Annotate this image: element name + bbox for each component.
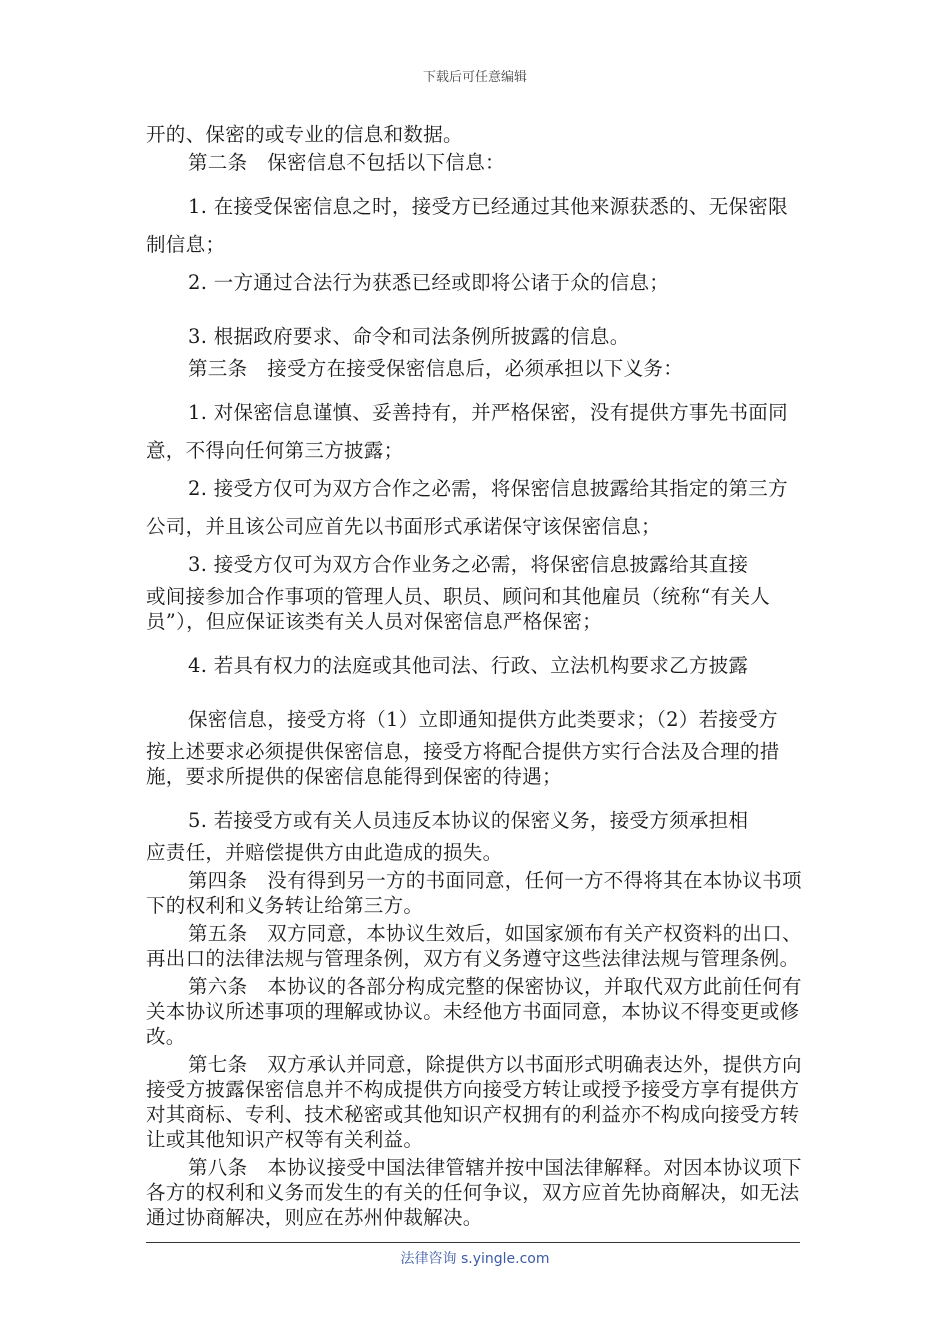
article-7: 第七条 双方承认并同意，除提供方以书面形式明确表达外，提供方向接受方披露保密信息并不构成提供方向接受方转让或授予接受方享有提供方对其商标、专利、技术秘密或其他知识产权拥有的利益亦不构成向接受方转让或其他知识产权等有关利益。: [146, 1053, 802, 1151]
article-4: 第四条 没有得到另一方的书面同意，任何一方不得将其在本协议书项下的权利和义务转让给第三方。: [146, 869, 802, 917]
article-2-heading: 第二条 保密信息不包括以下信息：: [188, 151, 505, 174]
article-3-item-5: 5. 若接受方或有关人员违反本协议的保密义务，接受方须承担相: [188, 809, 749, 832]
footer-link[interactable]: 法律咨询 s.yingle.com: [400, 1251, 550, 1267]
article-3-item-2: 2. 接受方仅可为双方合作之必需，将保密信息披露给其指定的第三方公司，并且该公司应首先以书面形式承诺保守该保密信息；: [146, 477, 788, 538]
article-3-item-3: 3. 接受方仅可为双方合作业务之必需，将保密信息披露给其直接: [188, 553, 749, 576]
article-3-item-5-continued: 应责任，并赔偿提供方由此造成的损失。: [146, 841, 503, 864]
article-3-item-4-continued-2: 按上述要求必须提供保密信息，接受方将配合提供方实行合法及合理的措施，要求所提供的保密信息能得到保密的待遇；: [146, 740, 780, 788]
article-8: 第八条 本协议接受中国法律管辖并按中国法律解释。对因本协议项下各方的权利和义务而发生的有关的任何争议，双方应首先协商解决，如无法通过协商解决，则应在苏州仲裁解决。: [146, 1156, 802, 1229]
article-2-item-3: 3. 根据政府要求、命令和司法条例所披露的信息。: [188, 325, 630, 348]
article-3-item-4-continued: 保密信息，接受方将（1）立即通知提供方此类要求；（2）若接受方: [188, 708, 778, 731]
page-header: 下载后可任意编辑: [422, 70, 527, 85]
article-3-item-3-continued: 或间接参加合作事项的管理人员、职员、顾问和其他雇员（统称“有关人员”），但应保证该类有关人员对保密信息严格保密；: [146, 585, 771, 633]
paragraph-continuation: 开的、保密的或专业的信息和数据。: [146, 123, 463, 146]
footer-divider: [146, 1242, 800, 1243]
article-6: 第六条 本协议的各部分构成完整的保密协议，并取代双方此前任何有关本协议所述事项的理解或协议。未经他方书面同意，本协议不得变更或修改。: [146, 975, 802, 1048]
article-3-item-4: 4. 若具有权力的法庭或其他司法、行政、立法机构要求乙方披露: [188, 654, 749, 677]
article-3-heading: 第三条 接受方在接受保密信息后，必须承担以下义务：: [188, 357, 684, 380]
article-5: 第五条 双方同意，本协议生效后，如国家颁布有关产权资料的出口、再出口的法律法规与管理条例，双方有义务遵守这些法律法规与管理条例。: [146, 922, 802, 970]
article-2-item-2: 2. 一方通过合法行为获悉已经或即将公诸于众的信息；: [188, 271, 670, 294]
article-2-item-1: 1. 在接受保密信息之时，接受方已经通过其他来源获悉的、无保密限制信息；: [146, 195, 788, 256]
article-3-item-1: 1. 对保密信息谨慎、妥善持有，并严格保密，没有提供方事先书面同意，不得向任何第三方披露；: [146, 401, 788, 462]
document-body: [146, 122, 806, 1233]
